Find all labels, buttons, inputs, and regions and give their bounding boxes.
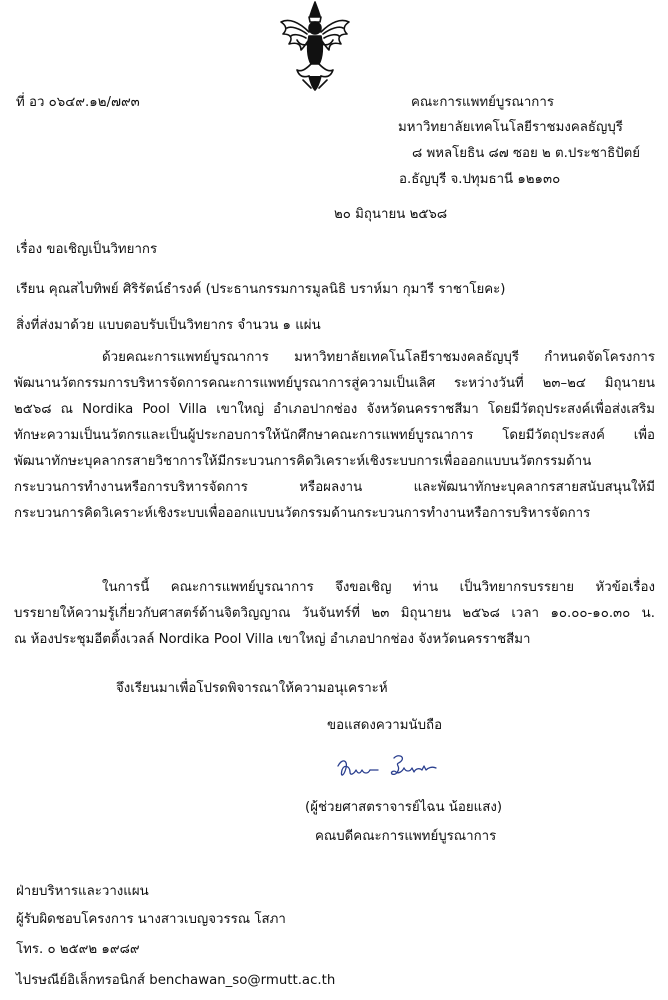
paragraph-line: ด้วยคณะการแพทย์บูรณาการ มหาวิทยาลัยเทคโนโลยีราชมงคลธัญบุรี กำหนดจัดโครงการ <box>102 350 655 365</box>
contact-email[interactable]: ไปรษณีย์อิเล็กทรอนิกส์ benchawan_so@rmutt.ac.th <box>16 973 336 988</box>
garuda-emblem <box>279 0 351 92</box>
paragraph-line: ในการนี้ คณะการแพทย์บูรณาการ จึงขอเชิญ ท่าน เป็นวิทยากรบรรยาย หัวข้อเรื่อง <box>102 580 655 595</box>
handwritten-signature <box>332 750 457 790</box>
signer-title: คณบดีคณะการแพทย์บูรณาการ <box>315 829 497 844</box>
sender-address-line: คณะการแพทย์บูรณาการ <box>411 95 554 110</box>
addressee-line: เรียน คุณสไบทิพย์ ศิริรัตน์ธำรงค์ (ประธานกรรมการมูลนิธิ บราห์มา กุมารี ราชาโยคะ) <box>16 282 506 297</box>
paragraph-line: พัฒนานวัตกรรมการบริหารจัดการคณะการแพทย์บูรณาการสู่ความเป็นเลิศ ระหว่างวันที่ ๒๓–๒๔ มิถุนายน <box>14 376 655 391</box>
paragraph-line: กระบวนการคิดวิเคราะห์เชิงระบบเพื่อออกแบบนวัตกรรมด้านกระบวนการทำงานหรือการบริหารจัดการ <box>14 506 591 521</box>
contact-phone: โทร. ๐ ๒๕๙๒ ๑๙๘๙ <box>16 942 140 957</box>
letter-date: ๒๐ มิถุนายน ๒๕๖๘ <box>334 207 448 222</box>
sender-address-line: อ.ธัญบุรี จ.ปทุมธานี ๑๒๑๓๐ <box>399 172 561 187</box>
subject-line: เรื่อง ขอเชิญเป็นวิทยากร <box>16 242 158 257</box>
paragraph-line: พัฒนาทักษะบุคลากรสายวิชาการให้มีกระบวนการคิดวิเคราะห์เชิงระบบการเพื่อออกแบบนวัตกรรมด้าน <box>14 454 592 469</box>
contact-person: ผู้รับผิดชอบโครงการ นางสาวเบญจวรรณ โสภา <box>16 912 286 927</box>
paragraph-line: บรรยายให้ความรู้เกี่ยวกับศาสตร์ด้านจิตวิญญาณ วันจันทร์ที่ ๒๓ มิถุนายน ๒๕๖๘ เวลา ๑๐.๐๐-๑๐.๓๐ น. <box>14 606 655 621</box>
enclosure-line: สิ่งที่ส่งมาด้วย แบบตอบรับเป็นวิทยากร จำนวน ๑ แผ่น <box>16 318 321 333</box>
sender-address-line: ๘ พหลโยธิน ๘๗ ซอย ๒ ต.ประชาธิปัตย์ <box>412 146 641 161</box>
reference-number: ที่ อว ๐๖๔๙.๑๒/๗๙๓ <box>16 95 140 110</box>
paragraph-line: ณ ห้องประชุมอีตติ้งเวลล์ Nordika Pool Villa เขาใหญ่ อำเภอปากช่อง จังหวัดนครราชสีมา <box>14 632 531 647</box>
paragraph-line: ทักษะความเป็นนวัตกรและเป็นผู้ประกอบการให้นักศึกษาคณะการแพทย์บูรณาการ โดยมีวัตถุประสงค์ เพื่อ <box>14 428 655 443</box>
contact-department: ฝ่ายบริหารและวางแผน <box>16 884 149 899</box>
paragraph-line: ๒๕๖๘ ณ Nordika Pool Villa เขาใหญ่ อำเภอปากช่อง จังหวัดนครราชสีมา โดยมีวัตถุประสงค์เพื่อส่งเสริม <box>14 402 655 417</box>
sender-address-line: มหาวิทยาลัยเทคโนโลยีราชมงคลธัญบุรี <box>398 120 623 135</box>
closing-salutation: ขอแสดงความนับถือ <box>327 718 443 733</box>
paragraph-line: กระบวนการทำงานหรือการบริหารจัดการ หรือผลงาน และพัฒนาทักษะบุคลากรสายสนับสนุนให้มี <box>14 480 655 495</box>
closing-request: จึงเรียนมาเพื่อโปรดพิจารณาให้ความอนุเคราะห์ <box>116 681 388 696</box>
signer-name: (ผู้ช่วยศาสตราจารย์ไฉน น้อยแสง) <box>305 800 503 815</box>
